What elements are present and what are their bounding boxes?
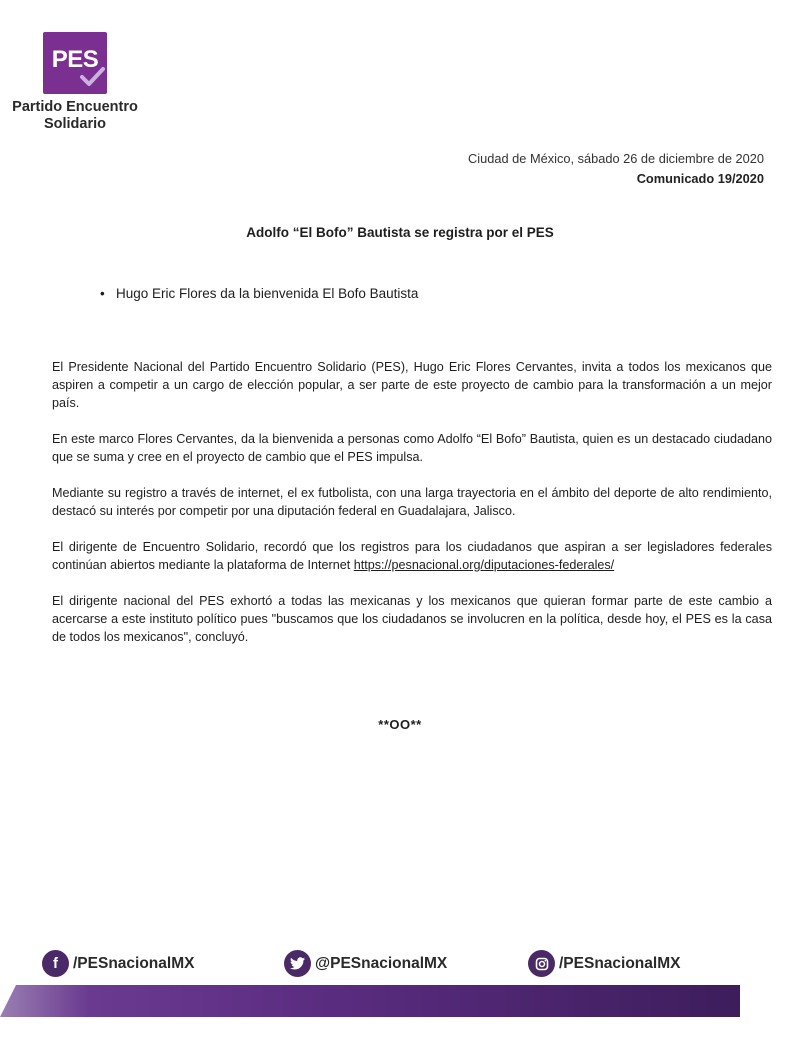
bullet-list: [100, 286, 418, 301]
paragraph-3: Mediante su registro a través de internet, el ex futbolista, con una larga trayectoria en el ámbito del deporte de alto rendimiento, destacó su interés por competir por una diputación federal en Guadalajara, Jalisco.: [52, 486, 772, 518]
paragraph-5: El dirigente nacional del PES exhortó a todas las mexicanas y los mexicanos que quieran formar parte de este cambio a acercarse a este instituto político pues "buscamos que los ciudadanos se involucren en la política, desde hoy, el PES es la casa de todos los mexicanos", concluyó.: [52, 594, 772, 644]
paragraph-4-text: El dirigente de Encuentro Solidario, recordó que los registros para los ciudadanos que aspiran a ser legisladores federales continúan abiertos mediante la plataforma de Internet: [52, 540, 772, 572]
headline: Adolfo “El Bofo” Bautista se registra por el PES: [246, 225, 554, 240]
instagram-handle[interactable]: [528, 950, 680, 977]
footer-bar: [0, 985, 740, 1017]
end-mark: **OO**: [378, 717, 422, 732]
paragraph-2: En este marco Flores Cervantes, da la bienvenida a personas como Adolfo “El Bofo” Bautista, quien es un destacado ciudadano que se suma y cree en el proyecto de cambio que el PES impulsa.: [52, 432, 772, 464]
twitter-handle[interactable]: [284, 950, 447, 977]
date-line: Ciudad de México, sábado 26 de diciembre de 2020: [468, 151, 764, 166]
release-number: Comunicado 19/2020: [636, 171, 764, 186]
instagram-label: /PESnacionalMX: [559, 954, 681, 972]
logo-letters: PES: [51, 46, 99, 73]
facebook-icon: f: [42, 950, 69, 977]
registration-link[interactable]: https://pesnacional.org/diputaciones-federales/: [353, 558, 615, 572]
bullet-item: • Hugo Eric Flores da la bienvenida El Bofo Bautista: [100, 286, 418, 301]
press-release-body: [52, 358, 772, 664]
paragraph-4: [52, 538, 772, 574]
paragraph-1: El Presidente Nacional del Partido Encuentro Solidario (PES), Hugo Eric Flores Cervantes, invita a todos los mexicanos que aspiren a competir a un cargo de elección popular, a ser parte de este proyecto de cambio para la transformación a un mejor país.: [52, 360, 772, 410]
facebook-handle[interactable]: [42, 950, 194, 977]
checkmark-icon: [79, 66, 105, 88]
instagram-icon: [528, 950, 555, 977]
party-name: Partido Encuentro Solidario: [12, 99, 138, 132]
party-logo: [43, 32, 107, 94]
facebook-label: /PESnacionalMX: [73, 954, 195, 972]
twitter-icon: [284, 950, 311, 977]
twitter-label: @PESnacionalMX: [315, 954, 448, 972]
